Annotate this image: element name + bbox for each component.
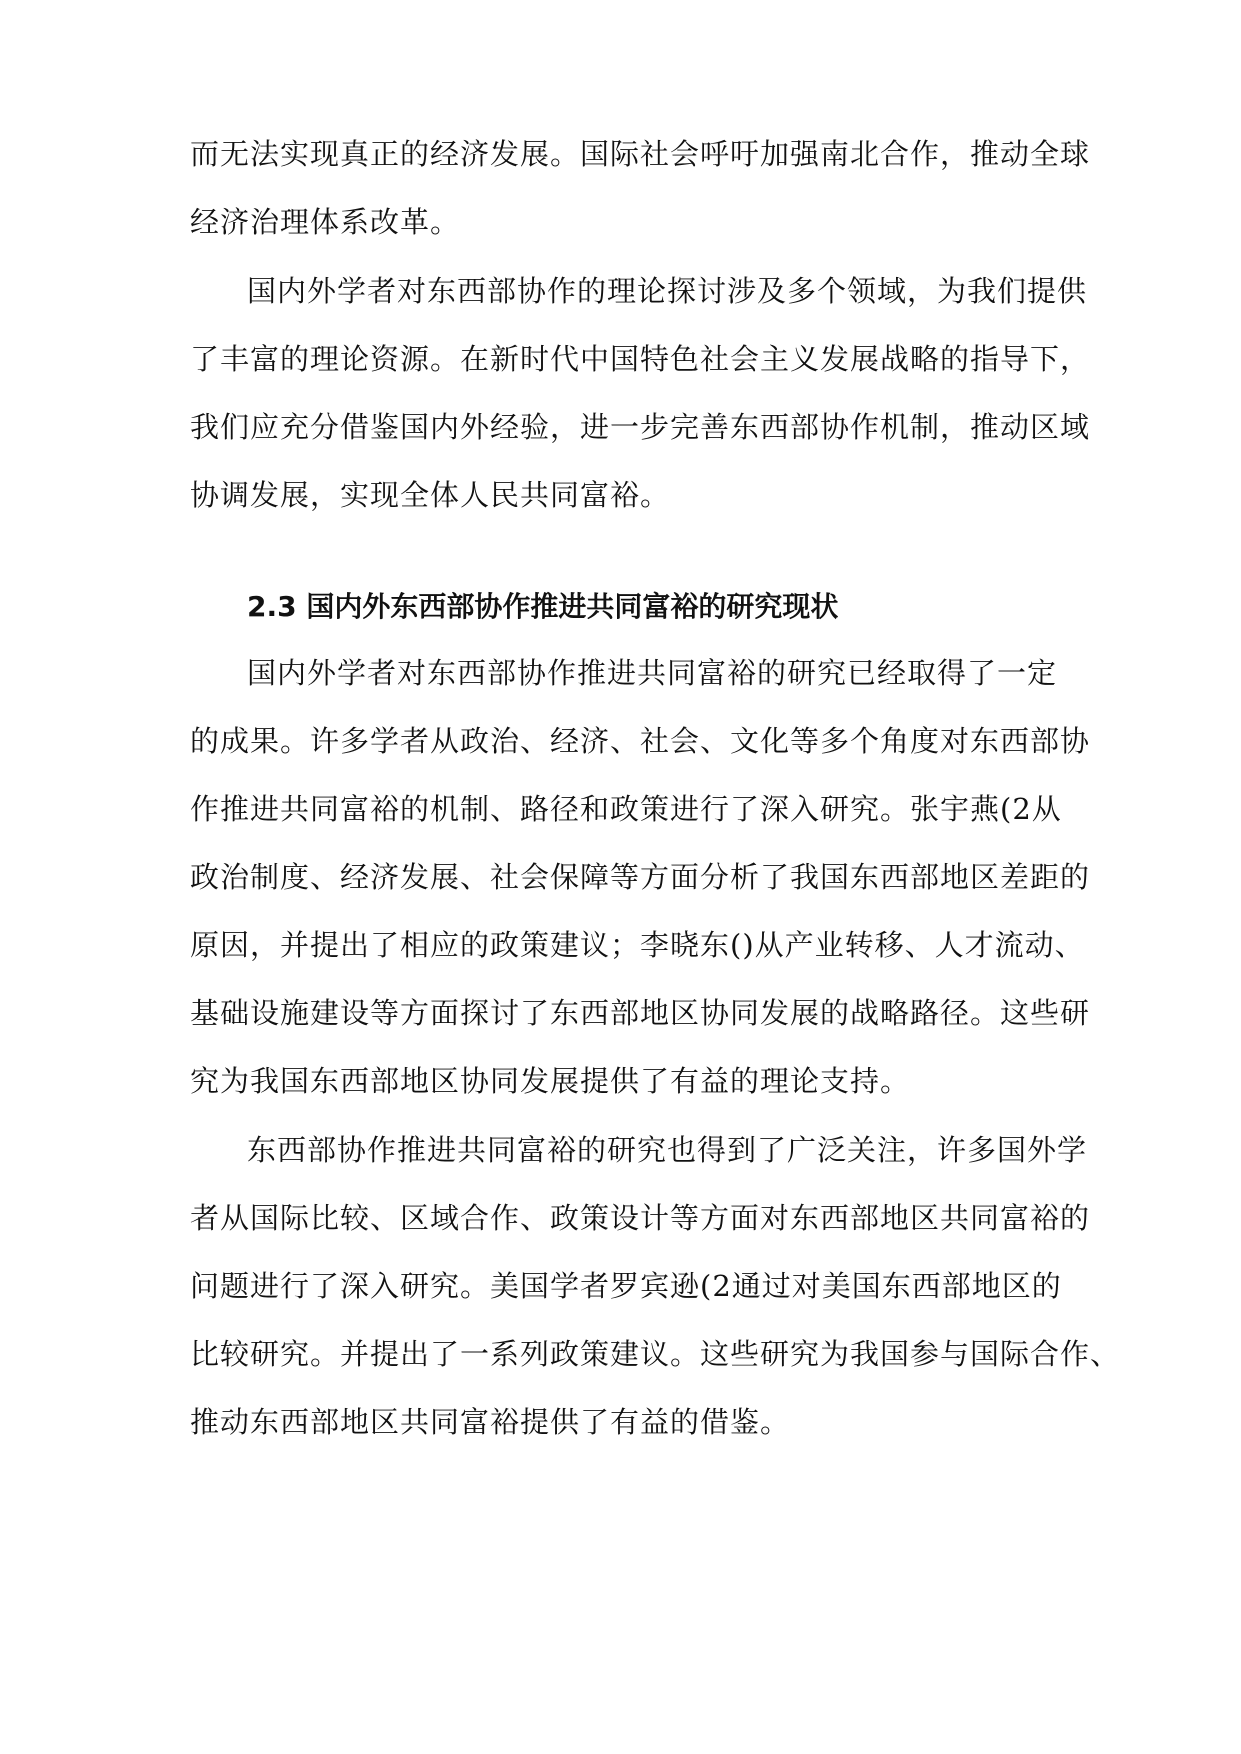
paragraph-2-line-4: 协调发展，实现全体人民共同富裕。 xyxy=(190,478,671,512)
paragraph-4-line-1: 东西部协作推进共同富裕的研究也得到了广泛关注，许多国外学 xyxy=(247,1133,1088,1167)
paragraph-1-line-2: 经济治理体系改革。 xyxy=(190,205,461,239)
paragraph-4-line-4: 比较研究。并提出了一系列政策建议。这些研究为我国参与国际合作、 xyxy=(190,1337,1121,1371)
paragraph-2-line-1: 国内外学者对东西部协作的理论探讨涉及多个领域，为我们提供 xyxy=(247,274,1088,308)
paragraph-3-line-6: 基础设施建设等方面探讨了东西部地区协同发展的战略路径。这些研 xyxy=(190,996,1091,1030)
paragraph-3-line-3: 作推进共同富裕的机制、路径和政策进行了深入研究。张宇燕(2从 xyxy=(190,792,1062,826)
paragraph-4-line-2: 者从国际比较、区域合作、政策设计等方面对东西部地区共同富裕的 xyxy=(190,1201,1091,1235)
section-heading: 2.3 国内外东西部协作推进共同富裕的研究现状 xyxy=(247,590,839,623)
paragraph-3-line-4: 政治制度、经济发展、社会保障等方面分析了我国东西部地区差距的 xyxy=(190,860,1091,894)
paragraph-3-line-1: 国内外学者对东西部协作推进共同富裕的研究已经取得了一定 xyxy=(247,656,1058,690)
paragraph-2-line-3: 我们应充分借鉴国内外经验，进一步完善东西部协作机制，推动区域 xyxy=(190,410,1091,444)
paragraph-2-line-2: 了丰富的理论资源。在新时代中国特色社会主义发展战略的指导下， xyxy=(190,342,1091,376)
paragraph-1-line-1: 而无法实现真正的经济发展。国际社会呼吁加强南北合作，推动全球 xyxy=(190,137,1091,171)
paragraph-3-line-5: 原因，并提出了相应的政策建议；李晓东()从产业转移、人才流动、 xyxy=(190,928,1085,962)
paragraph-4-line-3: 问题进行了深入研究。美国学者罗宾逊(2通过对美国东西部地区的 xyxy=(190,1269,1062,1303)
paragraph-3-line-7: 究为我国东西部地区协同发展提供了有益的理论支持。 xyxy=(190,1064,911,1098)
paragraph-4-line-5: 推动东西部地区共同富裕提供了有益的借鉴。 xyxy=(190,1405,791,1439)
paragraph-3-line-2: 的成果。许多学者从政治、经济、社会、文化等多个角度对东西部协 xyxy=(190,724,1091,758)
